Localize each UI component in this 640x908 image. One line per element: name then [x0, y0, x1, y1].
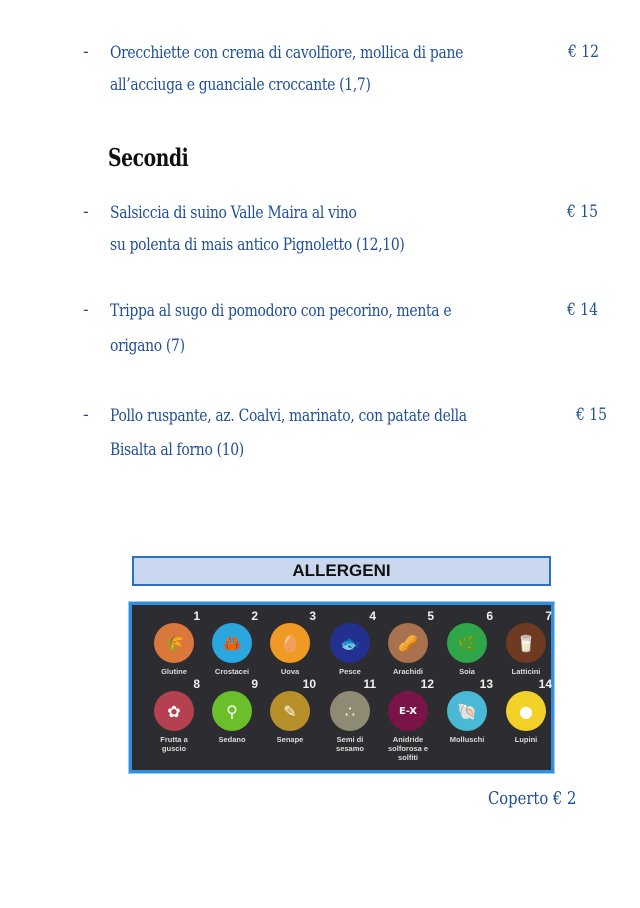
bullet-dash: -	[83, 300, 89, 320]
peanut-icon: 🥜	[388, 623, 428, 663]
item-price: € 15	[567, 202, 599, 222]
allergen-number: 7	[545, 609, 552, 623]
allergen-item	[380, 677, 436, 762]
bullet-dash: -	[83, 202, 89, 222]
fish-icon: 🐟	[330, 623, 370, 663]
allergen-header	[132, 556, 551, 586]
item-price: € 14	[567, 300, 599, 320]
item-line-1: Pollo ruspante, az. Coalvi, marinato, con patate della	[110, 406, 467, 426]
allergen-number: 8	[193, 677, 200, 691]
allergen-number: 11	[363, 677, 376, 691]
allergen-number: 1	[193, 609, 200, 623]
allergen-label: Glutine	[161, 667, 187, 676]
allergen-label: Senape	[276, 735, 304, 744]
item-line-1: Salsiccia di suino Valle Maira al vino	[110, 203, 357, 223]
allergen-label: Frutta a guscio	[160, 735, 188, 753]
milk-jug-icon: 🥛	[506, 623, 546, 663]
allergen-item	[439, 609, 495, 676]
allergen-panel	[129, 602, 554, 773]
cover-charge: Coperto € 2	[488, 788, 577, 809]
allergen-number: 9	[251, 677, 258, 691]
section-title-secondi: Secondi	[108, 143, 189, 172]
allergen-number: 10	[302, 677, 316, 691]
wheat-icon: 🌾	[154, 623, 194, 663]
allergen-label: Sedano	[218, 735, 246, 744]
walnut-icon: ✿	[154, 691, 194, 731]
allergen-label: Semi di sesamo	[336, 735, 364, 753]
allergen-title: ALLERGENI	[292, 561, 391, 580]
allergen-label: Pesce	[339, 667, 361, 676]
item-price: € 15	[576, 405, 608, 425]
sulfite-icon: E-X	[388, 691, 428, 731]
item-line-2: Bisalta al forno (10)	[110, 440, 244, 460]
allergen-item	[146, 609, 202, 676]
sesame-icon: ∴	[330, 691, 370, 731]
allergen-item	[498, 677, 554, 744]
crab-icon: 🦀	[212, 623, 252, 663]
allergen-label: Molluschi	[449, 735, 485, 744]
allergen-number: 13	[479, 677, 493, 691]
allergen-label: Latticini	[511, 667, 541, 676]
eggs-icon: 🥚	[270, 623, 310, 663]
item-line-2: origano (7)	[110, 336, 185, 356]
allergen-item	[380, 609, 436, 676]
item-line-2: su polenta di mais antico Pignoletto (12,10)	[110, 235, 405, 255]
celery-icon: ⚲	[212, 691, 252, 731]
allergen-item	[262, 609, 318, 676]
allergen-number: 5	[427, 609, 434, 623]
allergen-label: Anidride solforosa e solfiti	[387, 735, 428, 762]
allergen-number: 2	[251, 609, 258, 623]
item-line-2: all’acciuga e guanciale croccante (1,7)	[110, 75, 371, 95]
allergen-item	[262, 677, 318, 744]
item-line-1: Trippa al sugo di pomodoro con pecorino, menta e	[110, 301, 452, 321]
allergen-label: Soia	[459, 667, 475, 676]
allergen-number: 12	[420, 677, 434, 691]
shell-icon: 🐚	[447, 691, 487, 731]
allergen-label: Uova	[280, 667, 300, 676]
allergen-item	[204, 609, 260, 676]
allergen-item	[322, 677, 378, 753]
allergen-item	[498, 609, 554, 676]
soy-icon: 🌿	[447, 623, 487, 663]
allergen-item	[322, 609, 378, 676]
allergen-number: 6	[486, 609, 493, 623]
allergen-label: Crostacei	[214, 667, 250, 676]
mustard-icon: ✎	[270, 691, 310, 731]
bullet-dash: -	[83, 405, 89, 425]
allergen-number: 3	[309, 609, 316, 623]
lupin-icon: ●	[506, 691, 546, 731]
allergen-item	[204, 677, 260, 744]
bullet-dash: -	[83, 42, 89, 62]
item-line-1: Orecchiette con crema di cavolfiore, mollica di pane	[110, 43, 464, 63]
allergen-label: Lupini	[514, 735, 538, 744]
allergen-item	[146, 677, 202, 753]
allergen-number: 4	[369, 609, 376, 623]
item-price: € 12	[568, 42, 600, 62]
allergen-number: 14	[538, 677, 552, 691]
allergen-label: Arachidi	[392, 667, 423, 676]
allergen-item	[439, 677, 495, 744]
